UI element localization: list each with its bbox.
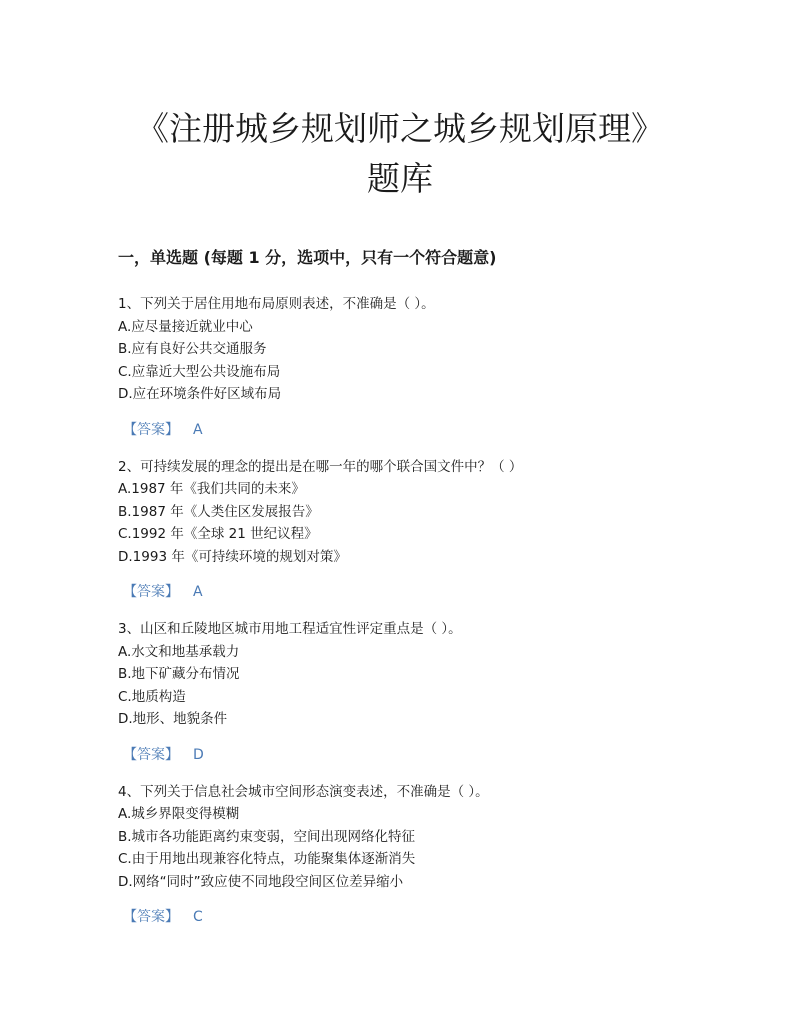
option-b: B.地下矿藏分布情况 xyxy=(118,666,240,682)
option-c: C.由于用地出现兼容化特点，功能聚集体逐渐消失 xyxy=(118,851,416,867)
title-line-1: 《注册城乡规划师之城乡规划原理》 xyxy=(136,109,664,148)
question-stem: 4、下列关于信息社会城市空间形态演变表述，不准确是（ ）。 xyxy=(118,783,489,800)
question-list xyxy=(118,293,718,943)
question-2 xyxy=(118,456,718,619)
option-a: A.应尽量接近就业中心 xyxy=(118,318,253,335)
question-stem: 3、山区和丘陵地区城市用地工程适宜性评定重点是（ ）。 xyxy=(118,621,462,637)
option-d: D.应在环境条件好区域布局 xyxy=(118,386,282,402)
question-stem: 1、下列关于居住用地布局原则表述，不准确是（ ）。 xyxy=(118,296,435,312)
option-a: A.水文和地基承载力 xyxy=(118,643,240,660)
answer-row xyxy=(118,906,718,928)
option-b: B.应有良好公共交通服务 xyxy=(118,341,267,357)
option-c: C.1992 年《全球 21 世纪议程》 xyxy=(118,526,318,542)
answer-value: A xyxy=(193,584,203,600)
answer-label: 【答案】 xyxy=(123,909,179,925)
question-3 xyxy=(118,618,718,781)
option-c: C.地质构造 xyxy=(118,688,186,705)
option-a: A.1987 年《我们共同的未来》 xyxy=(118,481,305,497)
answer-row xyxy=(118,744,718,766)
answer-label: 【答案】 xyxy=(123,746,179,763)
option-b: B.1987 年《人类住区发展报告》 xyxy=(118,503,319,520)
option-d: D.地形、地貌条件 xyxy=(118,711,228,727)
document-title xyxy=(0,104,800,204)
option-d: D.1993 年《可持续环境的规划对策》 xyxy=(118,548,347,565)
title-line-2: 题库 xyxy=(367,159,433,198)
question-1 xyxy=(118,293,718,456)
section-header: 一，单选题 (每题 1 分，选项中，只有一个符合题意) xyxy=(118,248,497,267)
question-4 xyxy=(118,781,718,944)
answer-label: 【答案】 xyxy=(123,421,179,438)
answer-value: D xyxy=(193,746,204,763)
answer-label: 【答案】 xyxy=(123,584,179,600)
option-d: D.网络“同时”致应使不同地段空间区位差异缩小 xyxy=(118,873,404,890)
answer-value: C xyxy=(193,909,203,925)
option-a: A.城乡界限变得模糊 xyxy=(118,806,240,822)
option-b: B.城市各功能距离约束变弱，空间出现网络化特征 xyxy=(118,828,416,845)
option-c: C.应靠近大型公共设施布局 xyxy=(118,363,281,380)
answer-value: A xyxy=(193,421,203,438)
answer-row xyxy=(118,581,718,603)
answer-row xyxy=(118,419,718,441)
question-stem: 2、可持续发展的理念的提出是在哪一年的哪个联合国文件中？（ ） xyxy=(118,458,523,475)
